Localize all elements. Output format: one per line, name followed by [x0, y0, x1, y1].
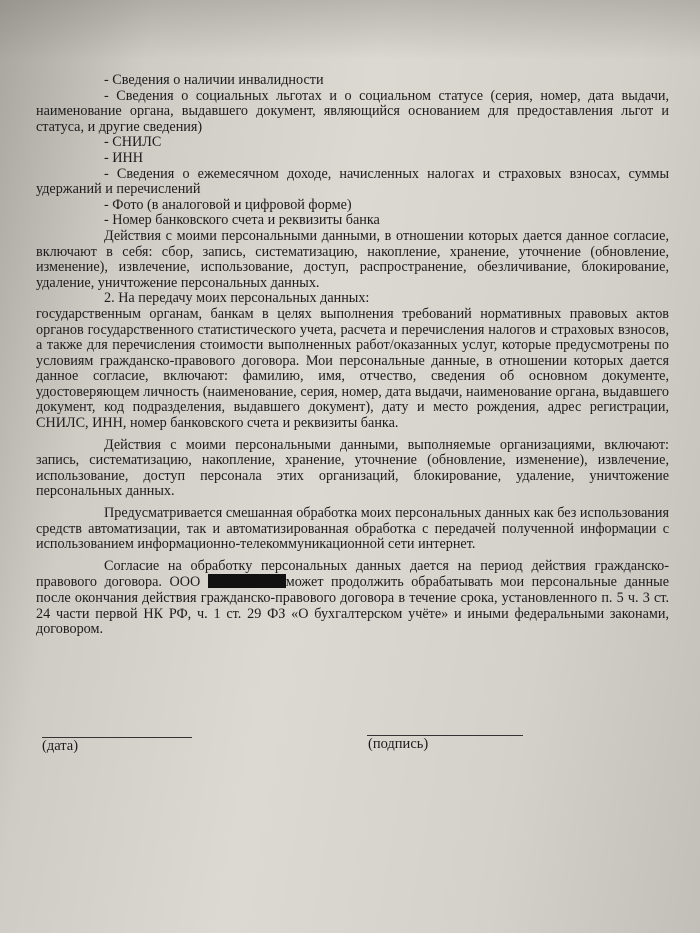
list-item: - Сведения о наличии инвалидности [104, 72, 324, 88]
redacted-company-name [208, 574, 286, 588]
consent-text-start: Согласие на обработку персональных данных дается на период действия гражданско-правового договора. ООО [36, 557, 669, 591]
list-item: - Фото (в аналоговой и цифровой форме) [104, 196, 352, 213]
signature-label: (подпись) [368, 736, 429, 752]
mixed-processing-paragraph: Предусматривается смешанная обработка моих персональных данных как без использования средств автоматизации, так и автоматизированная обработка с передачей полученной информации с использованием информационно-телекоммуникационной сети интернет. [36, 505, 669, 553]
document-body [36, 73, 669, 638]
list-item: - ИНН [104, 149, 144, 166]
list-item: - Номер банковского счета и реквизиты банка [104, 212, 380, 229]
actions-paragraph: Действия с моими персональными данными, в отношении которых дается данное согласие, включают в себя: сбор, запись, систематизацию, накопление, хранение, уточнение (обновление, изменение), извлечение, использование, доступ, распространение, обезличивание, блокирование, удаление, уничтожение персональных данных. [36, 227, 669, 291]
org-actions-paragraph: Действия с моими персональными данными, выполняемые организациями, включают: запись, систематизацию, накопление, хранение, уточнение (обновление, изменение), извлечение, использование, доступ персонала этих организаций, блокирование, удаление, уничтожение персональных данных. [36, 436, 669, 500]
consent-paragraph [36, 559, 669, 638]
list-item: - Сведения о ежемесячном доходе, начисленных налогах и страховых взносах, суммы удержаний и перечислений [36, 165, 669, 198]
list-item: - СНИЛС [104, 134, 162, 151]
list-item: - Сведения о социальных льготах и о социальном статусе (серия, номер, дата выдачи, наименование органа, выдавшего документ, являющийся основанием для предоставления льгот и статуса, и другие сведения) [36, 87, 669, 135]
consent-text-end: может продолжить обрабатывать мои персональные данные после окончания действия гражданско-правового договора в течение срока, установленного п. 5 ч. 3 ст. 24 части первой НК РФ, ч. 1 ст. 29 ФЗ «О бухгалтерском учёте» и иными федеральными законами, договором. [36, 574, 669, 638]
date-label: (дата) [42, 738, 79, 754]
page-shadow [0, 0, 700, 60]
transfer-paragraph: государственным органам, банкам в целях выполнения требований нормативных правовых актов органов государственного статистического учета, расчета и перечисления налогов и страховых взносов, а также для перечисления стоимости выполненных работ/оказанных услуг, которые предусмотрены по условиям гражданско-правового договора. Мои персональные данные, в отношении которых дается данное согласие, включают: фамилию, имя, отчество, сведения об основном документе, удостоверяющем личность (наименование, серия, номер, дата выдачи, наименование органа, выдавшего документ, код подразделения, выдавшего документ), дату и место рождения, адрес регистрации, СНИЛС, ИНН, номер банковского счета и реквизиты банка. [36, 305, 669, 432]
transfer-heading: 2. На передачу моих персональных данных: [104, 290, 370, 307]
